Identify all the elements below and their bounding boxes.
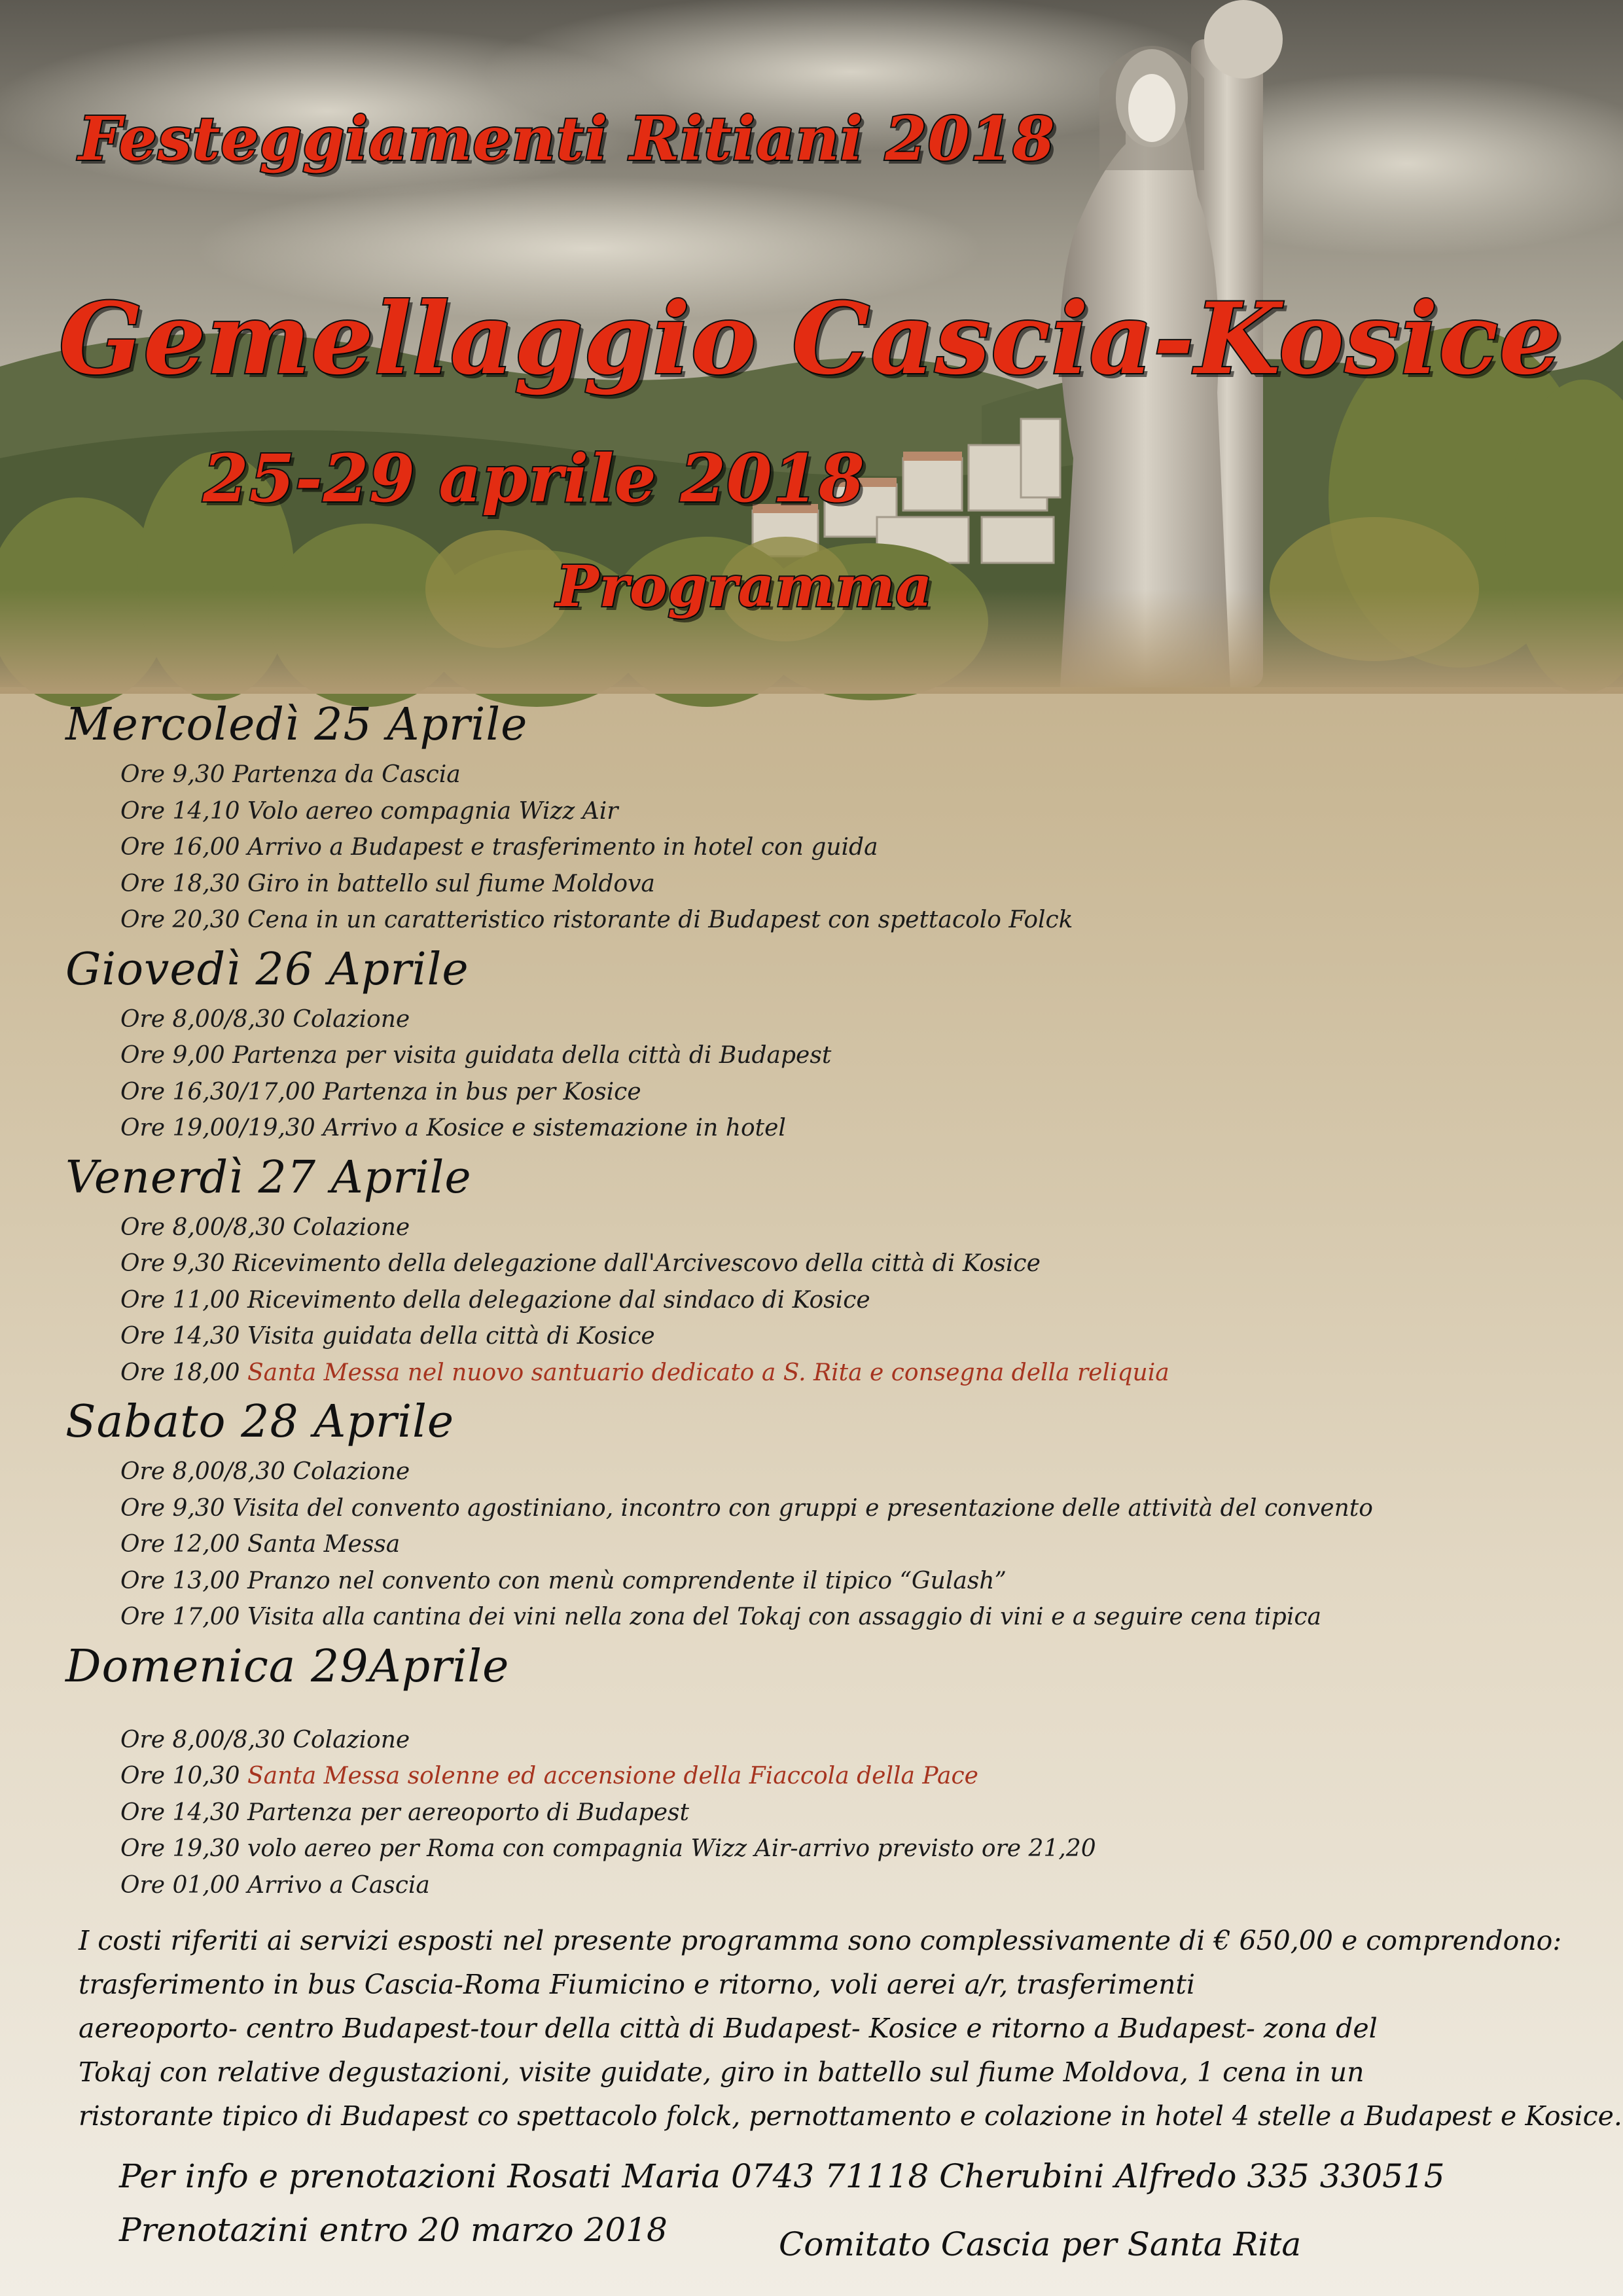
schedule-time: Ore 8,00/8,30 <box>120 1726 285 1753</box>
schedule-item <box>65 1210 1571 1246</box>
schedule-text: Giro in battello sul fiume Moldova <box>247 870 655 897</box>
schedule-time: Ore 16,00 <box>120 834 240 861</box>
schedule-text: volo aereo per Roma con compagnia Wizz Air-arrivo previsto ore 21,20 <box>247 1835 1096 1862</box>
schedule-text: Arrivo a Cascia <box>247 1871 430 1899</box>
schedule-time: Ore 01,00 <box>120 1871 240 1899</box>
schedule-text: Partenza da Cascia <box>232 761 461 788</box>
costs-line: Tokaj con relative degustazioni, visite guidate, giro in battello sul fiume Moldova, 1 cena in un <box>79 2056 1364 2088</box>
schedule-item <box>65 1490 1571 1527</box>
schedule-time: Ore 8,00/8,30 <box>120 1458 285 1485</box>
schedule-time: Ore 18,00 <box>120 1359 240 1386</box>
schedule-text: Cena in un caratteristico ristorante di Budapest con spettacolo Folck <box>247 906 1073 933</box>
day-section <box>65 939 1571 1147</box>
schedule-text: Arrivo a Budapest e trasferimento in hotel con guida <box>247 834 878 861</box>
schedule-time: Ore 13,00 <box>120 1567 240 1594</box>
schedule-item <box>65 793 1571 830</box>
schedule-text: Visita alla cantina dei vini nella zona del Tokaj con assaggio di vini e a seguire cena tipica <box>247 1604 1321 1630</box>
schedule-item <box>65 1110 1571 1147</box>
schedule-item <box>65 1037 1571 1074</box>
schedule-time: Ore 14,30 <box>120 1323 240 1350</box>
day-title: Sabato 28 Aprile <box>65 1396 455 1448</box>
schedule-time: Ore 14,30 <box>120 1799 240 1826</box>
twinning-title: Gemellaggio Cascia-Kosice <box>59 281 1562 397</box>
schedule-text: Pranzo nel convento con menù comprendente il tipico “Gulash” <box>247 1567 1007 1594</box>
schedule-text: Santa Messa nel nuovo santuario dedicato a S. Rita e consegna della reliquia <box>247 1359 1169 1386</box>
schedule-text: Colazione <box>293 1726 410 1753</box>
schedule-item <box>65 902 1571 939</box>
schedule-time: Ore 14,10 <box>120 797 240 825</box>
schedule-text: Ricevimento della delegazione dall'Arcivescovo della città di Kosice <box>232 1250 1041 1277</box>
costs-line: trasferimento in bus Cascia-Roma Fiumicino e ritorno, voli aerei a/r, trasferimenti <box>79 1969 1196 2000</box>
schedule-item <box>65 1795 1571 1831</box>
booking-deadline: Prenotazini entro 20 marzo 2018 <box>119 2211 668 2249</box>
costs-paragraph <box>79 1919 1622 2138</box>
day-section <box>65 1636 1571 1904</box>
schedule-item <box>65 1599 1571 1636</box>
festivities-title: Festeggiamenti Ritiani 2018 <box>79 103 1056 174</box>
schedule-text: Visita guidata della città di Kosice <box>247 1323 655 1350</box>
schedule-time: Ore 18,30 <box>120 870 240 897</box>
schedule-item <box>65 1074 1571 1111</box>
schedule-time: Ore 9,30 <box>120 1494 225 1522</box>
costs-line: ristorante tipico di Budapest co spettacolo folck, pernottamento e colazione in hotel 4 stelle a Budapest e Kosice. <box>79 2100 1622 2132</box>
schedule-text: Partenza per visita guidata della città di Budapest <box>232 1042 832 1069</box>
schedule-text: Partenza in bus per Kosice <box>323 1078 641 1105</box>
costs-line: aereoporto- centro Budapest-tour della città di Budapest- Kosice e ritorno a Budapest- zona del <box>79 2013 1378 2044</box>
schedule-item <box>65 1246 1571 1282</box>
contact-info: Per info e prenotazioni Rosati Maria 0743 71118 Cherubini Alfredo 335 330515 <box>119 2157 1445 2195</box>
schedule-item <box>65 1831 1571 1867</box>
schedule-time: Ore 19,30 <box>120 1835 240 1862</box>
day-title: Mercoledì 25 Aprile <box>65 699 528 751</box>
schedule-text: Santa Messa <box>247 1531 401 1558</box>
schedule-text: Santa Messa solenne ed accensione della Fiaccola della Pace <box>247 1763 978 1789</box>
schedule-time: Ore 8,00/8,30 <box>120 1213 285 1241</box>
day-title: Domenica 29Aprile <box>65 1640 510 1693</box>
schedule-item <box>65 1563 1571 1600</box>
day-title: Giovedì 26 Aprile <box>65 943 469 996</box>
day-section <box>65 1391 1571 1636</box>
schedule-time: Ore 10,30 <box>120 1763 240 1789</box>
day-section <box>65 1147 1571 1391</box>
schedule-item <box>65 1282 1571 1319</box>
schedule-item <box>65 866 1571 903</box>
schedule-item <box>65 829 1571 866</box>
schedule-time: Ore 16,30/17,00 <box>120 1078 315 1105</box>
schedule-item <box>65 757 1571 793</box>
schedule-time: Ore 9,00 <box>120 1042 225 1069</box>
costs-line: I costi riferiti ai servizi esposti nel presente programma sono complessivamente di € 650,00 e comprendono: <box>79 1925 1562 1956</box>
day-section <box>65 694 1571 939</box>
schedule-time: Ore 17,00 <box>120 1604 240 1630</box>
schedule-text: Partenza per aereoporto di Budapest <box>247 1799 690 1826</box>
schedule-item <box>65 1454 1571 1490</box>
event-dates: 25-29 aprile 2018 <box>203 440 865 517</box>
schedule-text: Colazione <box>293 1005 410 1033</box>
schedule-text: Colazione <box>293 1458 410 1485</box>
committee-signature: Comitato Cascia per Santa Rita <box>779 2225 1302 2263</box>
schedule-item <box>65 1355 1571 1391</box>
schedule-item <box>65 1867 1571 1904</box>
schedule-time: Ore 9,30 <box>120 761 225 788</box>
schedule-text: Ricevimento della delegazione dal sindaco di Kosice <box>247 1286 870 1314</box>
schedule <box>65 694 1571 1903</box>
day-title: Venerdì 27 Aprile <box>65 1151 472 1204</box>
schedule-time: Ore 12,00 <box>120 1531 240 1558</box>
schedule-text: Arrivo a Kosice e sistemazione in hotel <box>323 1115 786 1141</box>
schedule-text: Colazione <box>293 1213 410 1241</box>
schedule-item <box>65 1758 1571 1795</box>
schedule-time: Ore 8,00/8,30 <box>120 1005 285 1033</box>
schedule-time: Ore 11,00 <box>120 1286 240 1314</box>
schedule-item <box>65 1318 1571 1355</box>
schedule-time: Ore 20,30 <box>120 906 240 933</box>
program-title: Programma <box>556 554 933 620</box>
schedule-text: Volo aereo compagnia Wizz Air <box>247 797 618 825</box>
schedule-time: Ore 19,00/19,30 <box>120 1115 315 1141</box>
schedule-item <box>65 1526 1571 1563</box>
schedule-text: Visita del convento agostiniano, incontro con gruppi e presentazione delle attività del convento <box>232 1494 1373 1522</box>
schedule-item <box>65 1722 1571 1759</box>
schedule-time: Ore 9,30 <box>120 1250 225 1277</box>
schedule-item <box>65 1001 1571 1038</box>
